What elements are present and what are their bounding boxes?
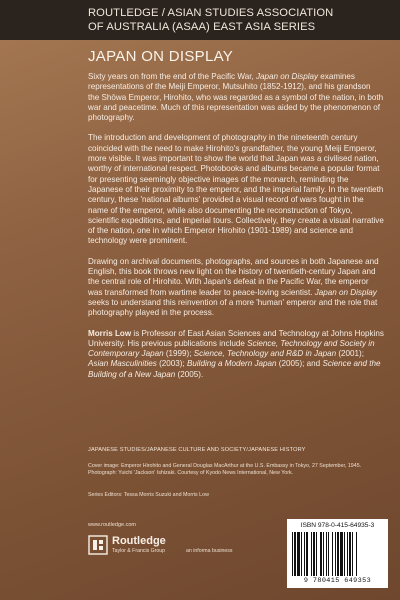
barcode-icon (291, 532, 384, 576)
barcode-bar (292, 532, 293, 576)
text-span: (2003); (156, 359, 187, 369)
series-banner (0, 0, 400, 40)
series-line-1: ROUTLEDGE / ASIAN STUDIES ASSOCIATION (88, 7, 334, 19)
barcode-bar (356, 532, 357, 576)
text-span: (1999); (163, 349, 194, 359)
routledge-logo-icon (88, 535, 108, 555)
barcode-bar (306, 532, 308, 576)
isbn-barcode-box (287, 519, 388, 588)
book-title-italic: Science and the Building of a New Japan (88, 359, 381, 379)
barcode-bar (301, 532, 302, 576)
italic-title: Japan on Display (255, 72, 319, 81)
author-bio (88, 329, 384, 380)
barcode-bar (323, 532, 324, 576)
barcode-bar (316, 532, 317, 576)
barcode-bar (349, 532, 351, 576)
barcode-bar (313, 532, 315, 576)
barcode-bar (332, 532, 333, 576)
barcode-bar (344, 532, 345, 576)
text-span: Sixty years on from the end of the Pacific War, (88, 72, 256, 81)
blurb-paragraph-3 (88, 257, 384, 319)
book-title-italic: Science, Technology and R&D in Japan (193, 349, 337, 359)
text-span: Drawing on archival documents, photographs, and sources in both Japanese and English, this book throws new light on the history of twentieth-century Japan and the central role of Hirohito. With Japan's defeat in the Pacific War, the emperor was transformed from wartime leader to peace-loving scientist. (88, 256, 379, 297)
book-title-italic: Building a Modern Japan (186, 359, 277, 369)
publisher-name: Routledge (112, 535, 166, 547)
book-title: JAPAN ON DISPLAY (88, 48, 234, 65)
text-span: (2005). (175, 369, 204, 379)
publisher-website[interactable]: www.routledge.com (88, 522, 136, 528)
barcode-bar (294, 532, 296, 576)
book-title-italic: Asian Masculinities (88, 359, 157, 369)
blurb (88, 72, 384, 390)
publisher-block (88, 533, 238, 557)
book-title-italic: Science, Technology and Society in Contemporary Japan (88, 338, 375, 359)
barcode-bar (311, 532, 312, 576)
barcode-bar (340, 532, 343, 576)
text-span: (2001); (336, 349, 364, 359)
blurb-paragraph-2: The introduction and development of photography in the nineteenth century coincided with the need to make Hirohito's grandfather, the young Meiji Emperor, more visible. It was important to show the world that Japan was a civilised nation, worthy of international respect. Photobooks and albums became a popular format for presenting seemingly objective images of the monarch, reminding the Japanese of their proximity to the emperor, and the imperial family. In the twentieth century, these 'national albums' provided a visual record of wars fought in the name of the emperor, while also documenting the reconstruction of Tokyo, scientific expeditions, and imperial tours. Collectively, they create a visual narrative of the nation, one in which Emperor Hirohito (1901-1989) and science and technology were prominent. (88, 133, 384, 246)
barcode-bar (347, 532, 348, 576)
publisher-group: Taylor & Francis Group (112, 548, 166, 554)
subject-categories: JAPANESE STUDIES/JAPANESE CULTURE AND SOCIETY/JAPANESE HISTORY (88, 447, 306, 453)
text-span: examines representations of the Meiji Emperor, Mutsuhito (1852-1912), and his grandson the Shōwa Emperor, Hirohito, who was regarded as a symbol of the nation, in both war and peacetime. Much of this representation was aided by the phenomenon of photography. (88, 72, 384, 123)
series-line-2: OF AUSTRALIA (ASAA) EAST ASIA SERIES (88, 21, 316, 33)
series-editors: Series Editors: Tessa Morris Suzuki and Morris Low (88, 492, 209, 498)
blurb-paragraph-1 (88, 72, 384, 123)
barcode-bar (352, 532, 353, 576)
isbn-digits: 9 780415 649353 (303, 577, 372, 585)
italic-title: Japan on Display (314, 287, 377, 297)
barcode-bar (320, 532, 322, 576)
isbn-label: ISBN 978-0-415-64935-3 (300, 522, 375, 529)
barcode-bar (297, 532, 300, 576)
author-name: Morris Low (88, 328, 132, 338)
publisher-tagline: an informa business (186, 548, 233, 554)
barcode-bar (326, 532, 327, 576)
barcode-bar (335, 532, 336, 576)
text-span: seeks to understand this reinvention of a more 'human' emperor and the role that photography played in the process. (88, 297, 378, 318)
barcode-bar (337, 532, 339, 576)
barcode-bar (304, 532, 305, 576)
barcode-bar (328, 532, 329, 576)
cover-image-credit: Cover image: Emperor Hirohito and General Douglas MacArthur at the U.S. Embassy in Tokyo, 27 September, 1945. Photograph: Yuichi 'Jackson' Ishizaki. Courtesy of Kyodo News International, New York. (88, 463, 362, 476)
text-span: (2005); and (276, 359, 323, 369)
text-span: is Professor of East Asian Sciences and Technology at Johns Hopkins University. His previous publications include (88, 328, 384, 348)
